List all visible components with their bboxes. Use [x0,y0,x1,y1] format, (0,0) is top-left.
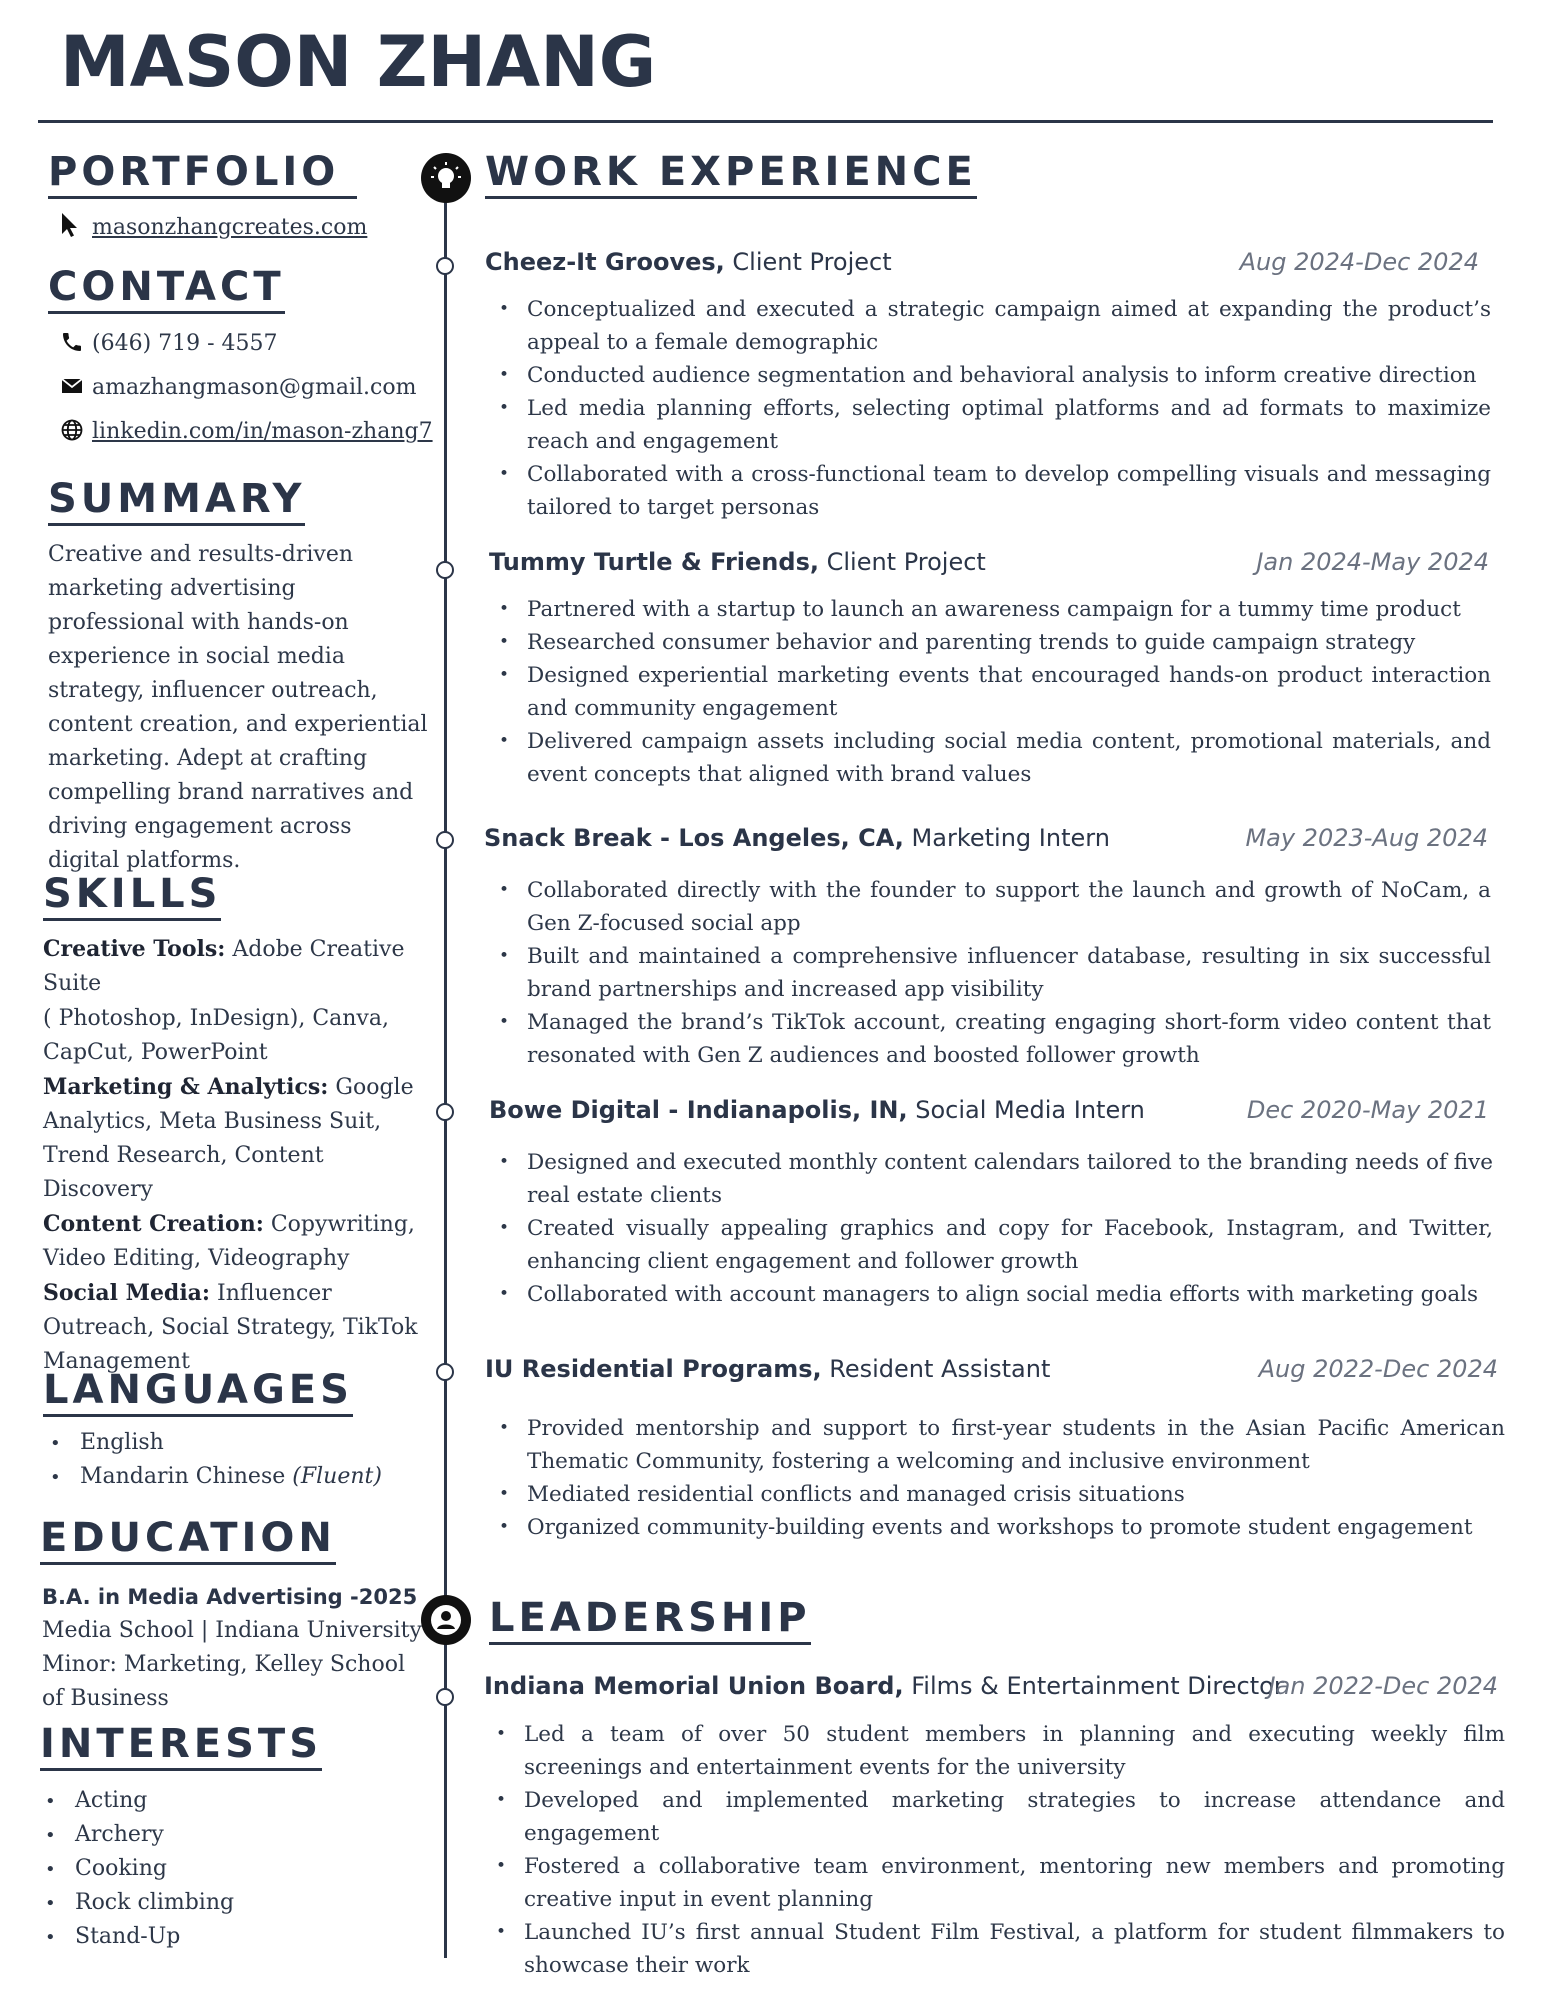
minor: Minor: Marketing, Kelley School of Business [42,1652,405,1711]
job-dates: Jan 2022-Dec 2024 [1268,1672,1498,1700]
skill-creative-tools-detail: ( Photoshop, InDesign), Canva, CapCut, PowerPoint [43,1006,389,1065]
interests-heading: INTERESTS [40,1722,322,1771]
contact-phone-row [60,330,278,356]
header-divider [38,120,1493,123]
portfolio-link[interactable]: masonzhangcreates.com [92,215,368,240]
interests-list [45,1784,234,1954]
list-item: • Archery [45,1818,234,1852]
job-title-iu-residential: IU Residential Programs, Resident Assistant [485,1355,1051,1383]
skill-marketing-analytics: Marketing & Analytics: Google Analytics, Meta Business Suit, Trend Research, Content Discovery [43,1074,414,1202]
portfolio-heading: PORTFOLIO [48,150,357,199]
work-experience-heading: WORK EXPERIENCE [485,150,977,199]
summary-heading: SUMMARY [48,477,305,526]
summary-text: Creative and results-driven marketing advertising professional with hands-on experience in social media strategy, influencer outreach, content creation, and experiential marketing. Adept at crafting compelling brand narratives and driving engagement across digital platforms. [48,542,428,873]
list-item: • Partnered with a startup to launch an awareness campaign for a tummy time product [493,593,1491,626]
degree: B.A. in Media Advertising -2025 [42,1585,418,1609]
list-item: • Collaborated with a cross-functional team to develop compelling visuals and messaging tailored to target personas [493,458,1491,524]
languages-list [50,1426,382,1494]
timeline-dot [436,1103,454,1121]
globe-icon [60,418,84,442]
job-bullets [493,1146,1493,1311]
list-item: • Designed and executed monthly content calendars tailored to the branding needs of five real estate clients [493,1146,1493,1212]
user-icon [429,1603,463,1637]
job-title-bowe-digital: Bowe Digital - Indianapolis, IN, Social Media Intern [489,1096,1145,1124]
person-badge [421,1595,471,1645]
phone-number: (646) 719 - 4557 [92,331,278,356]
timeline-dot [436,561,454,579]
list-item: • Mandarin Chinese (Fluent) [50,1460,382,1494]
job-bullets [493,593,1491,791]
list-item: • Delivered campaign assets including social media content, promotional materials, and event concepts that aligned with brand values [493,725,1491,791]
list-item: • Launched IU’s first annual Student Film Festival, a platform for student filmmakers to showcase their work [490,1916,1505,1982]
list-item: • Organized community-building events and workshops to promote student engagement [493,1511,1505,1544]
list-item: • Developed and implemented marketing strategies to increase attendance and engagement [490,1784,1505,1850]
job-bullets [493,874,1491,1072]
skill-content-creation: Content Creation: Copywriting, Video Editing, Videography [43,1211,415,1271]
list-item: • Provided mentorship and support to first-year students in the Asian Pacific American Thematic Community, fostering a welcoming and inclusive environment [493,1412,1505,1478]
job-bullets [493,293,1491,524]
contact-email-row [60,374,416,400]
leadership-bullets [490,1718,1505,1982]
list-item: • Conceptualized and executed a strategic campaign aimed at expanding the product’s appeal to a female demographic [493,293,1491,359]
job-dates: May 2023-Aug 2024 [1245,824,1488,852]
skill-creative-tools: Creative Tools: Adobe Creative Suite [43,936,405,996]
list-item: • Researched consumer behavior and parenting trends to guide campaign strategy [493,626,1491,659]
job-title-imu-board: Indiana Memorial Union Board, Films & Entertainment Director [484,1672,1284,1700]
education-heading: EDUCATION [40,1516,336,1565]
job-bullets [493,1412,1505,1544]
list-item: • Designed experiential marketing events that encouraged hands-on product interaction and community engagement [493,659,1491,725]
contact-linkedin-row [60,418,433,444]
list-item: • Collaborated directly with the founder to support the launch and growth of NoCam, a Gen Z-focused social app [493,874,1491,940]
education-block [42,1580,432,1716]
list-item: • Managed the brand’s TikTok account, creating engaging short-form video content that resonated with Gen Z audiences and boosted follower growth [493,1006,1491,1072]
list-item: • Rock climbing [45,1886,234,1920]
timeline-dot [436,1363,454,1381]
lightbulb-badge [421,153,471,203]
list-item: • Acting [45,1784,234,1818]
mail-icon [60,374,84,398]
school: Media School | Indiana University [42,1618,422,1643]
list-item: • Mediated residential conflicts and managed crisis situations [493,1478,1505,1511]
contact-heading: CONTACT [48,265,285,314]
job-dates: Dec 2020-May 2021 [1246,1096,1489,1124]
phone-icon [60,330,84,354]
job-dates: Aug 2024-Dec 2024 [1239,248,1479,276]
list-item: • Fostered a collaborative team environment, mentoring new members and promoting creative input in event planning [490,1850,1505,1916]
job-dates: Jan 2024-May 2024 [1256,548,1489,576]
skills-list [43,932,428,1379]
list-item: • Created visually appealing graphics and copy for Facebook, Instagram, and Twitter, enhancing client engagement and follower growth [493,1212,1493,1278]
timeline-dot [436,1688,454,1706]
list-item: • Stand-Up [45,1920,234,1954]
portfolio-row [60,212,367,240]
list-item: • English [50,1426,382,1460]
languages-heading: LANGUAGES [43,1368,353,1417]
timeline-dot [436,257,454,275]
job-title-snack-break: Snack Break - Los Angeles, CA, Marketing Intern [484,824,1110,852]
job-title-cheez-it: Cheez-It Grooves, Client Project [485,248,892,276]
resume-name: MASON ZHANG [60,21,657,103]
list-item: • Cooking [45,1852,234,1886]
timeline-dot [436,831,454,849]
skills-heading: SKILLS [43,872,221,921]
list-item: • Collaborated with account managers to align social media efforts with marketing goals [493,1278,1493,1311]
skill-social-media: Social Media: Influencer Outreach, Social Strategy, TikTok Management [43,1280,418,1374]
job-title-tummy-turtle: Tummy Turtle & Friends, Client Project [489,548,986,576]
job-dates: Aug 2022-Dec 2024 [1258,1355,1498,1383]
lightbulb-icon [429,161,463,195]
leadership-heading: LEADERSHIP [489,1596,811,1645]
linkedin-link[interactable]: linkedin.com/in/mason-zhang7 [92,419,433,444]
email-address: amazhangmason@gmail.com [92,375,417,400]
cursor-arrow-icon [60,212,84,236]
list-item: • Led media planning efforts, selecting optimal platforms and ad formats to maximize reach and engagement [493,392,1491,458]
list-item: • Led a team of over 50 student members in planning and executing weekly film screenings and entertainment events for the university [490,1718,1505,1784]
list-item: • Built and maintained a comprehensive influencer database, resulting in six successful brand partnerships and increased app visibility [493,940,1491,1006]
list-item: • Conducted audience segmentation and behavioral analysis to inform creative direction [493,359,1491,392]
